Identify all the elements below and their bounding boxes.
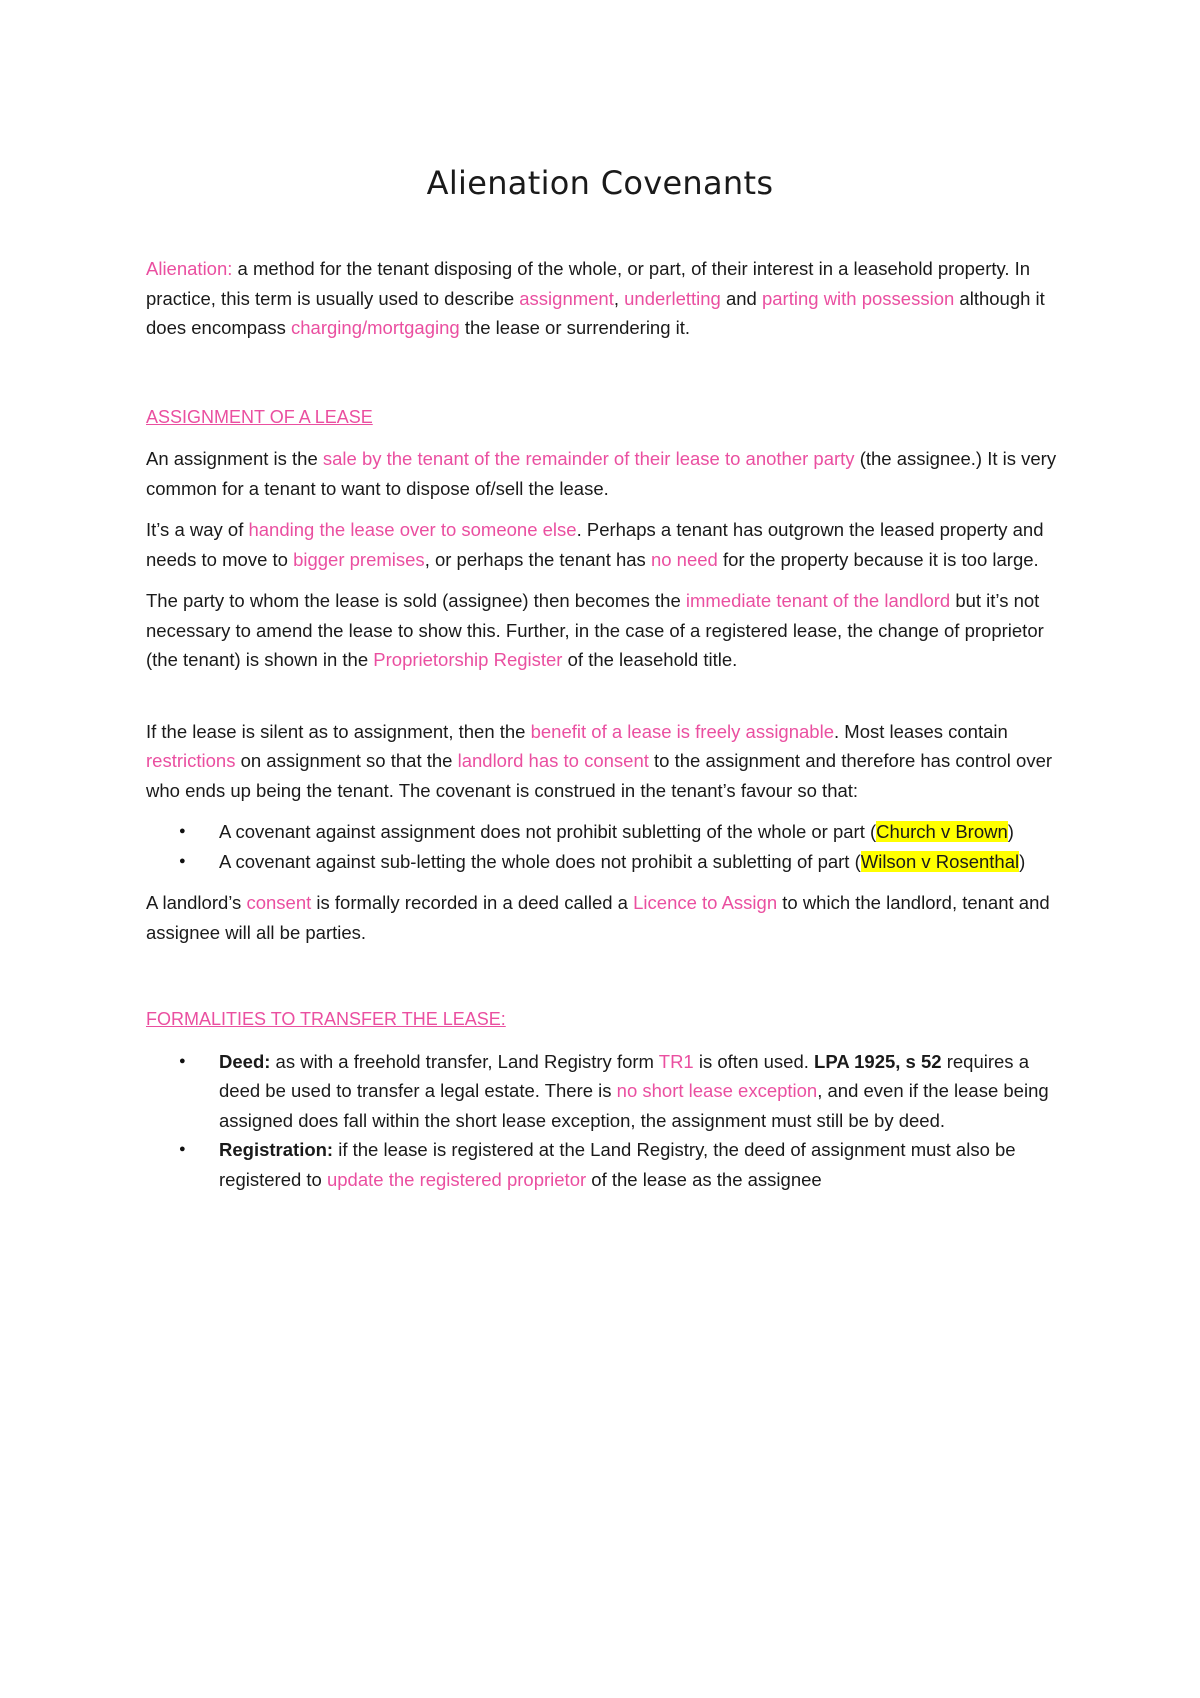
list-item-registration: ● Registration: if the lease is registered at the Land Registry, the deed of assignment must also be registered to update the registered proprietor of the lease as the assignee — [219, 1135, 1066, 1194]
section-heading-assignment: ASSIGNMENT OF A LEASE — [146, 406, 373, 427]
term-alienation: Alienation: — [146, 258, 233, 279]
formalities-bullet-list — [146, 1047, 1066, 1195]
case-name: Church v Brown — [876, 821, 1008, 842]
assignment-paragraph-1: An assignment is the sale by the tenant of the remainder of their lease to another party (the assignee.) It is very common for a tenant to want to dispose of/sell the lease. — [146, 448, 1057, 499]
assignment-paragraph-3: The party to whom the lease is sold (assignee) then becomes the immediate tenant of the landlord but it’s not necessary to amend the lease to show this. Further, in the case of a registered lease, the change of proprietor (the tenant) is shown in the Proprietorship Register of the leasehold title. — [146, 590, 1044, 670]
document-body — [146, 254, 1066, 1194]
list-item: ● A covenant against sub-letting the whole does not prohibit a subletting of part (Wilson v Rosenthal) — [219, 847, 1066, 877]
covenant-bullet-list — [146, 817, 1066, 876]
list-item: ● A covenant against assignment does not prohibit subletting of the whole or part (Church v Brown) — [219, 817, 1066, 847]
section-heading-formalities: FORMALITIES TO TRANSFER THE LEASE: — [146, 1009, 506, 1029]
assignment-paragraph-4: If the lease is silent as to assignment, then the benefit of a lease is freely assignable. Most leases contain restrictions on assignment so that the landlord has to consent to the assignment and therefore has control over who ends up being the tenant. The covenant is construed in the tenant’s favour so that: — [146, 720, 1053, 801]
case-name: Wilson v Rosenthal — [860, 850, 1020, 872]
assignment-paragraph-2: It’s a way of handing the lease over to someone else. Perhaps a tenant has outgrown the leased property and needs to move to bigger premises, or perhaps the tenant has no need for the property because it is too large. — [146, 519, 1044, 570]
list-item-deed: ● Deed: as with a freehold transfer, Land Registry form TR1 is often used. LPA 1925, s 52 requires a deed be used to transfer a legal estate. There is no short lease exception, and even if the lease being assigned does fall within the short lease exception, the assignment must still be by deed. — [219, 1047, 1066, 1136]
licence-paragraph: A landlord’s consent is formally recorded in a deed called a Licence to Assign to which the landlord, tenant and assignee will all be parties. — [146, 892, 1050, 943]
intro-paragraph: Alienation: a method for the tenant disposing of the whole, or part, of their interest in a leasehold property. In practice, this term is usually used to describe assignment, underletting and parting with possession although it does encompass charging/mortgaging the lease or surrendering it. — [146, 258, 1045, 338]
page-title: Alienation Covenants — [426, 164, 774, 202]
